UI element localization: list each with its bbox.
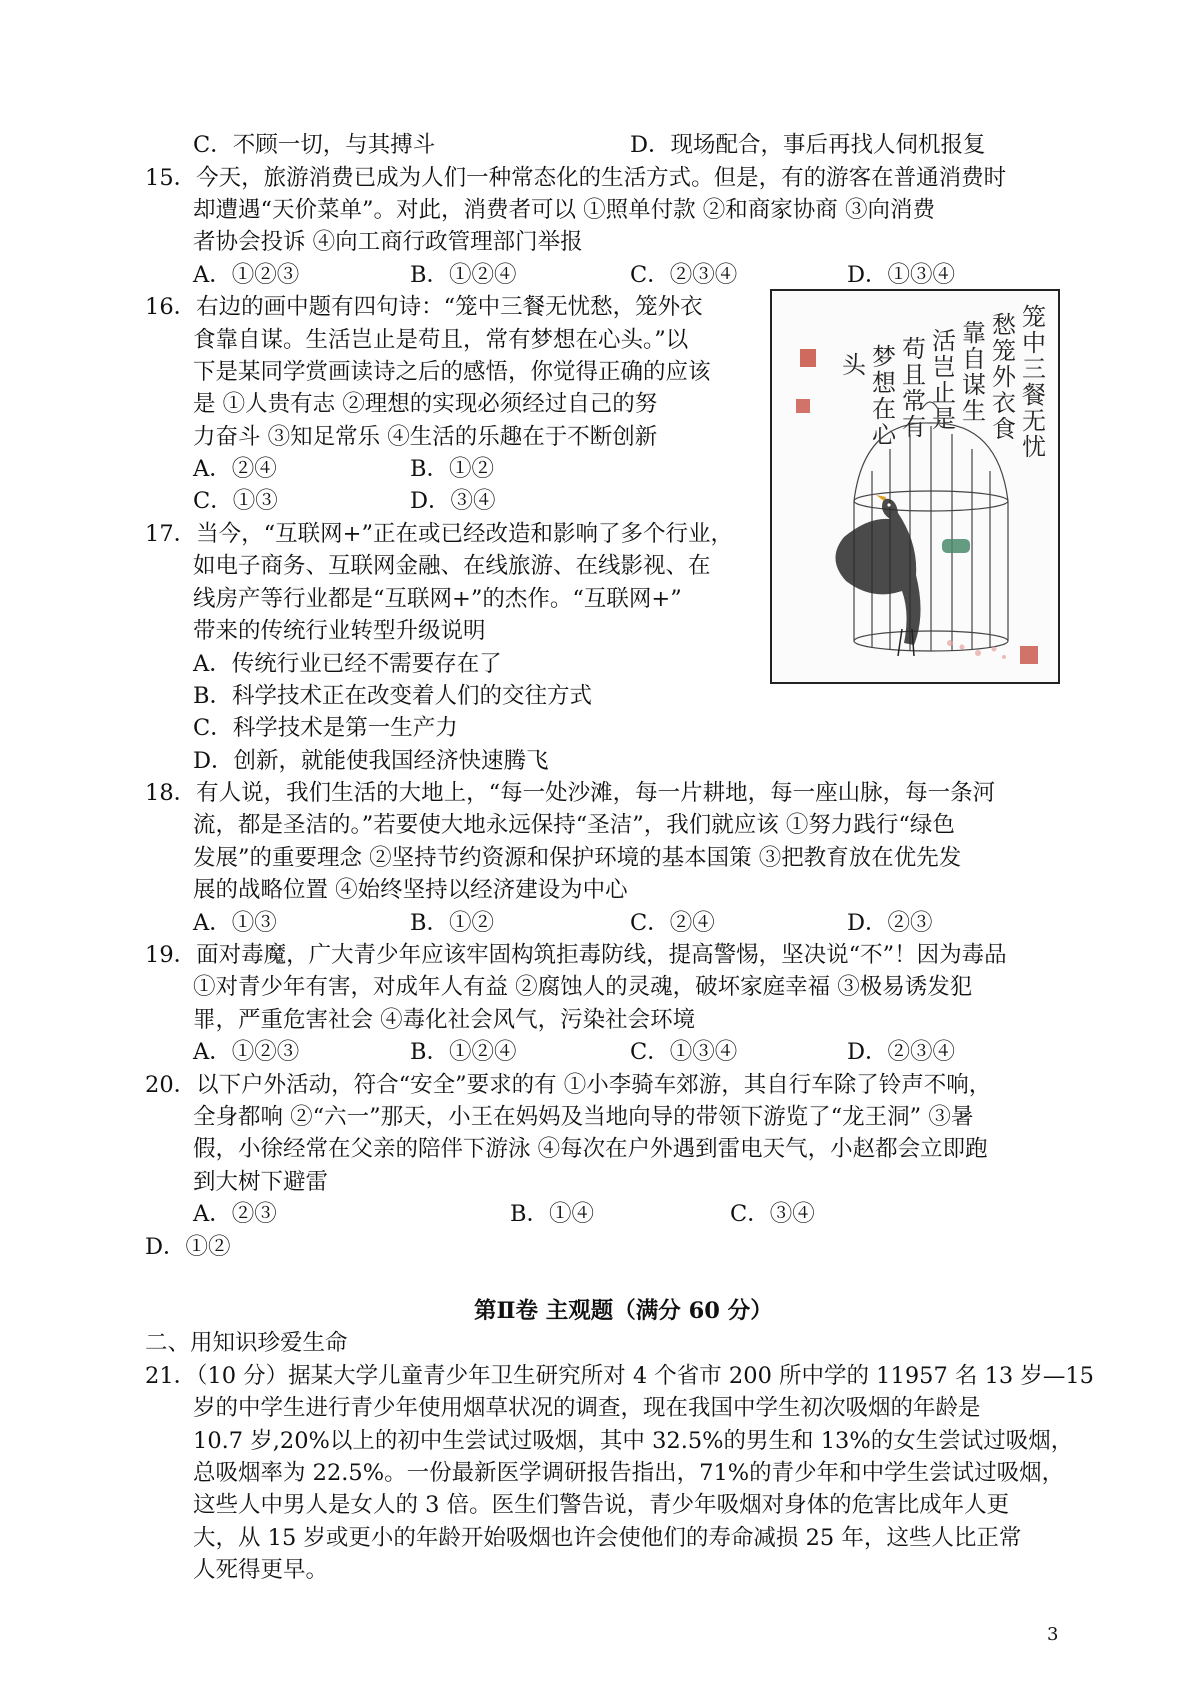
line-text: 第Ⅱ卷 主观题（满分 60 分） <box>474 1298 773 1324</box>
calligraphy-char: 忧 <box>1022 433 1046 461</box>
seal-bottom <box>1020 646 1038 664</box>
line-text: 是 ①人贵有志 ②理想的实现必须经过自己的努 <box>193 391 658 417</box>
line-text: 带来的传统行业转型升级说明 <box>193 618 486 644</box>
line-text: 到大树下避雷 <box>193 1169 329 1195</box>
line-text: 如电子商务、互联网金融、在线旅游、在线影视、在 <box>193 553 711 579</box>
line-text: A．①②③ <box>193 262 300 288</box>
calligraphy-char: 头 <box>842 351 866 379</box>
line-text: 19．面对毒魔，广大青少年应该牢固构筑拒毒防线，提高警惕，坚决说“不”！因为毒品 <box>145 942 1007 968</box>
calligraphy-char: 靠 <box>962 319 986 347</box>
line-text: A．①③ <box>193 910 277 936</box>
line-text: 这些人中男人是女人的 3 倍。医生们警告说，青少年吸烟对身体的危害比成年人更 <box>193 1492 1010 1518</box>
bird-icon <box>835 495 920 656</box>
calligraphy-char: 无 <box>1022 407 1046 435</box>
calligraphy-char: 衣 <box>992 389 1016 417</box>
line-text: 却遭遇“天价菜单”。对此，消费者可以 ①照单付款 ②和商家协商 ③向消费 <box>193 197 935 223</box>
line-text: 罪，严重危害社会 ④毒化社会风气，污染社会环境 <box>193 1007 696 1033</box>
calligraphy-char: 笼 <box>992 337 1016 365</box>
calligraphy-char: 在 <box>872 395 896 423</box>
seal-mid <box>796 399 810 413</box>
line-text: B．科学技术正在改变着人们的交往方式 <box>193 683 593 709</box>
line-text: 人死得更早。 <box>193 1557 329 1583</box>
line-text: C．科学技术是第一生产力 <box>193 715 458 741</box>
calligraphy-char: 是 <box>932 405 956 433</box>
calligraphy-char: 笼 <box>1022 303 1046 331</box>
line-text: 18．有人说，我们生活的大地上，“每一处沙滩，每一片耕地，每一座山脉，每一条河 <box>145 780 996 806</box>
option-text: C．③④ <box>730 1201 815 1227</box>
cage-cup <box>942 539 970 553</box>
line-text: A．②③ <box>193 1201 277 1227</box>
calligraphy-char: 谋 <box>962 371 986 399</box>
line-text: 17．当今，“互联网+”正在或已经改造和影响了多个行业， <box>145 521 733 547</box>
line-text: ①对青少年有害，对成年人有益 ②腐蚀人的灵魂，破坏家庭幸福 ③极易诱发犯 <box>193 974 973 1000</box>
line-text: 全身都响 ②“六一”那天，小王在妈妈及当地向导的带领下游览了“龙王洞” ③暑 <box>193 1104 974 1130</box>
line-text: 展的战略位置 ④始终坚持以经济建设为中心 <box>193 877 628 903</box>
calligraphy-char: 心 <box>872 421 896 449</box>
calligraphy-char: 苟 <box>902 335 926 363</box>
option-text: B．①②④ <box>410 262 517 288</box>
line-text: 者协会投诉 ④向工商行政管理部门举报 <box>193 229 583 255</box>
line-text: D．创新，就能使我国经济快速腾飞 <box>193 748 549 774</box>
line-text: 16．右边的画中题有四句诗：“笼中三餐无忧愁，笼外衣 <box>145 294 703 320</box>
line-text: 10.7 岁,20%以上的初中生尝试过吸烟，其中 32.5%的男生和 13%的女生尝试过吸烟， <box>193 1428 1074 1454</box>
calligraphy-char: 止 <box>932 379 956 407</box>
line-text: D．①② <box>145 1234 231 1260</box>
calligraphy-char: 且 <box>902 361 926 389</box>
line-text: 20．以下户外活动，符合“安全”要求的有 ①小李骑车郊游，其自行车除了铃声不响， <box>145 1072 992 1098</box>
seal-top <box>800 349 816 367</box>
line-text: 大，从 15 岁或更小的年龄开始吸烟也许会使他们的寿命减损 25 年，这些人比正常 <box>193 1525 1022 1551</box>
line-text: 食靠自谋。生活岂止是苟且，常有梦想在心头。”以 <box>193 327 689 353</box>
birdcage-painting-icon <box>772 291 1058 682</box>
line-text: 发展”的重要理念 ②坚持节约资源和保护环境的基本国策 ③把教育放在优先发 <box>193 845 962 871</box>
page-number: 3 <box>1047 1624 1059 1645</box>
option-text: C．②④ <box>630 910 715 936</box>
calligraphy-char: 愁 <box>992 311 1016 339</box>
line-text: 力奋斗 ③知足常乐 ④生活的乐趣在于不断创新 <box>193 424 658 450</box>
line-text: C．①③ <box>193 488 278 514</box>
line-text: 二、用知识珍爱生命 <box>145 1330 348 1356</box>
line-text: 15．今天，旅游消费已成为人们一种常态化的生活方式。但是，有的游客在普通消费时 <box>145 165 1007 191</box>
calligraphy-char: 有 <box>902 413 926 441</box>
calligraphy-char: 想 <box>872 369 896 397</box>
calligraphy-char: 常 <box>902 387 926 415</box>
painting-calligraphy <box>842 303 1046 461</box>
option-text: D．现场配合，事后再找人伺机报复 <box>630 132 986 158</box>
calligraphy-char: 活 <box>932 327 956 355</box>
option-text: D．③④ <box>410 488 496 514</box>
option-text: C．②③④ <box>630 262 738 288</box>
calligraphy-char: 食 <box>992 415 1016 443</box>
option-text: C．①③④ <box>630 1039 738 1065</box>
calligraphy-char: 生 <box>962 397 986 425</box>
line-text: C．不顾一切，与其搏斗 <box>193 132 436 158</box>
line-text: 流，都是圣洁的。”若要使大地永远保持“圣洁”，我们就应该 ①努力践行“绿色 <box>193 812 955 838</box>
calligraphy-char: 外 <box>992 363 1016 391</box>
option-text: D．②③ <box>847 910 933 936</box>
line-text: A．传统行业已经不需要存在了 <box>193 651 502 677</box>
line-text: 岁的中学生进行青少年使用烟草状况的调查，现在我国中学生初次吸烟的年龄是 <box>193 1395 981 1421</box>
line-text: A．①②③ <box>193 1039 300 1065</box>
bird-cage-painting <box>770 289 1060 684</box>
option-text: D．①③④ <box>847 262 956 288</box>
option-text: B．①②④ <box>410 1039 517 1065</box>
line-text: 总吸烟率为 22.5%。一份最新医学调研报告指出，71%的青少年和中学生尝试过吸烟， <box>193 1460 1065 1486</box>
calligraphy-char: 中 <box>1022 329 1046 357</box>
line-text: 下是某同学赏画读诗之后的感悟，你觉得正确的应该 <box>193 359 711 385</box>
option-text: B．①② <box>410 456 495 482</box>
calligraphy-char: 梦 <box>872 343 896 371</box>
option-text: D．②③④ <box>847 1039 956 1065</box>
calligraphy-char: 三 <box>1022 355 1046 383</box>
option-text: B．①④ <box>510 1201 595 1227</box>
calligraphy-char: 自 <box>962 345 986 373</box>
option-text: B．①② <box>410 910 495 936</box>
calligraphy-char: 岂 <box>932 353 956 381</box>
line-text: A．②④ <box>193 456 277 482</box>
line-text: 21．（10 分）据某大学儿童青少年卫生研究所对 4 个省市 200 所中学的 11957 名 13 岁—15 <box>145 1363 1094 1389</box>
line-text: 线房产等行业都是“互联网+”的杰作。“互联网+” <box>193 586 682 612</box>
line-text: 假，小徐经常在父亲的陪伴下游泳 ④每次在户外遇到雷电天气，小赵都会立即跑 <box>193 1136 988 1162</box>
calligraphy-char: 餐 <box>1022 381 1046 409</box>
